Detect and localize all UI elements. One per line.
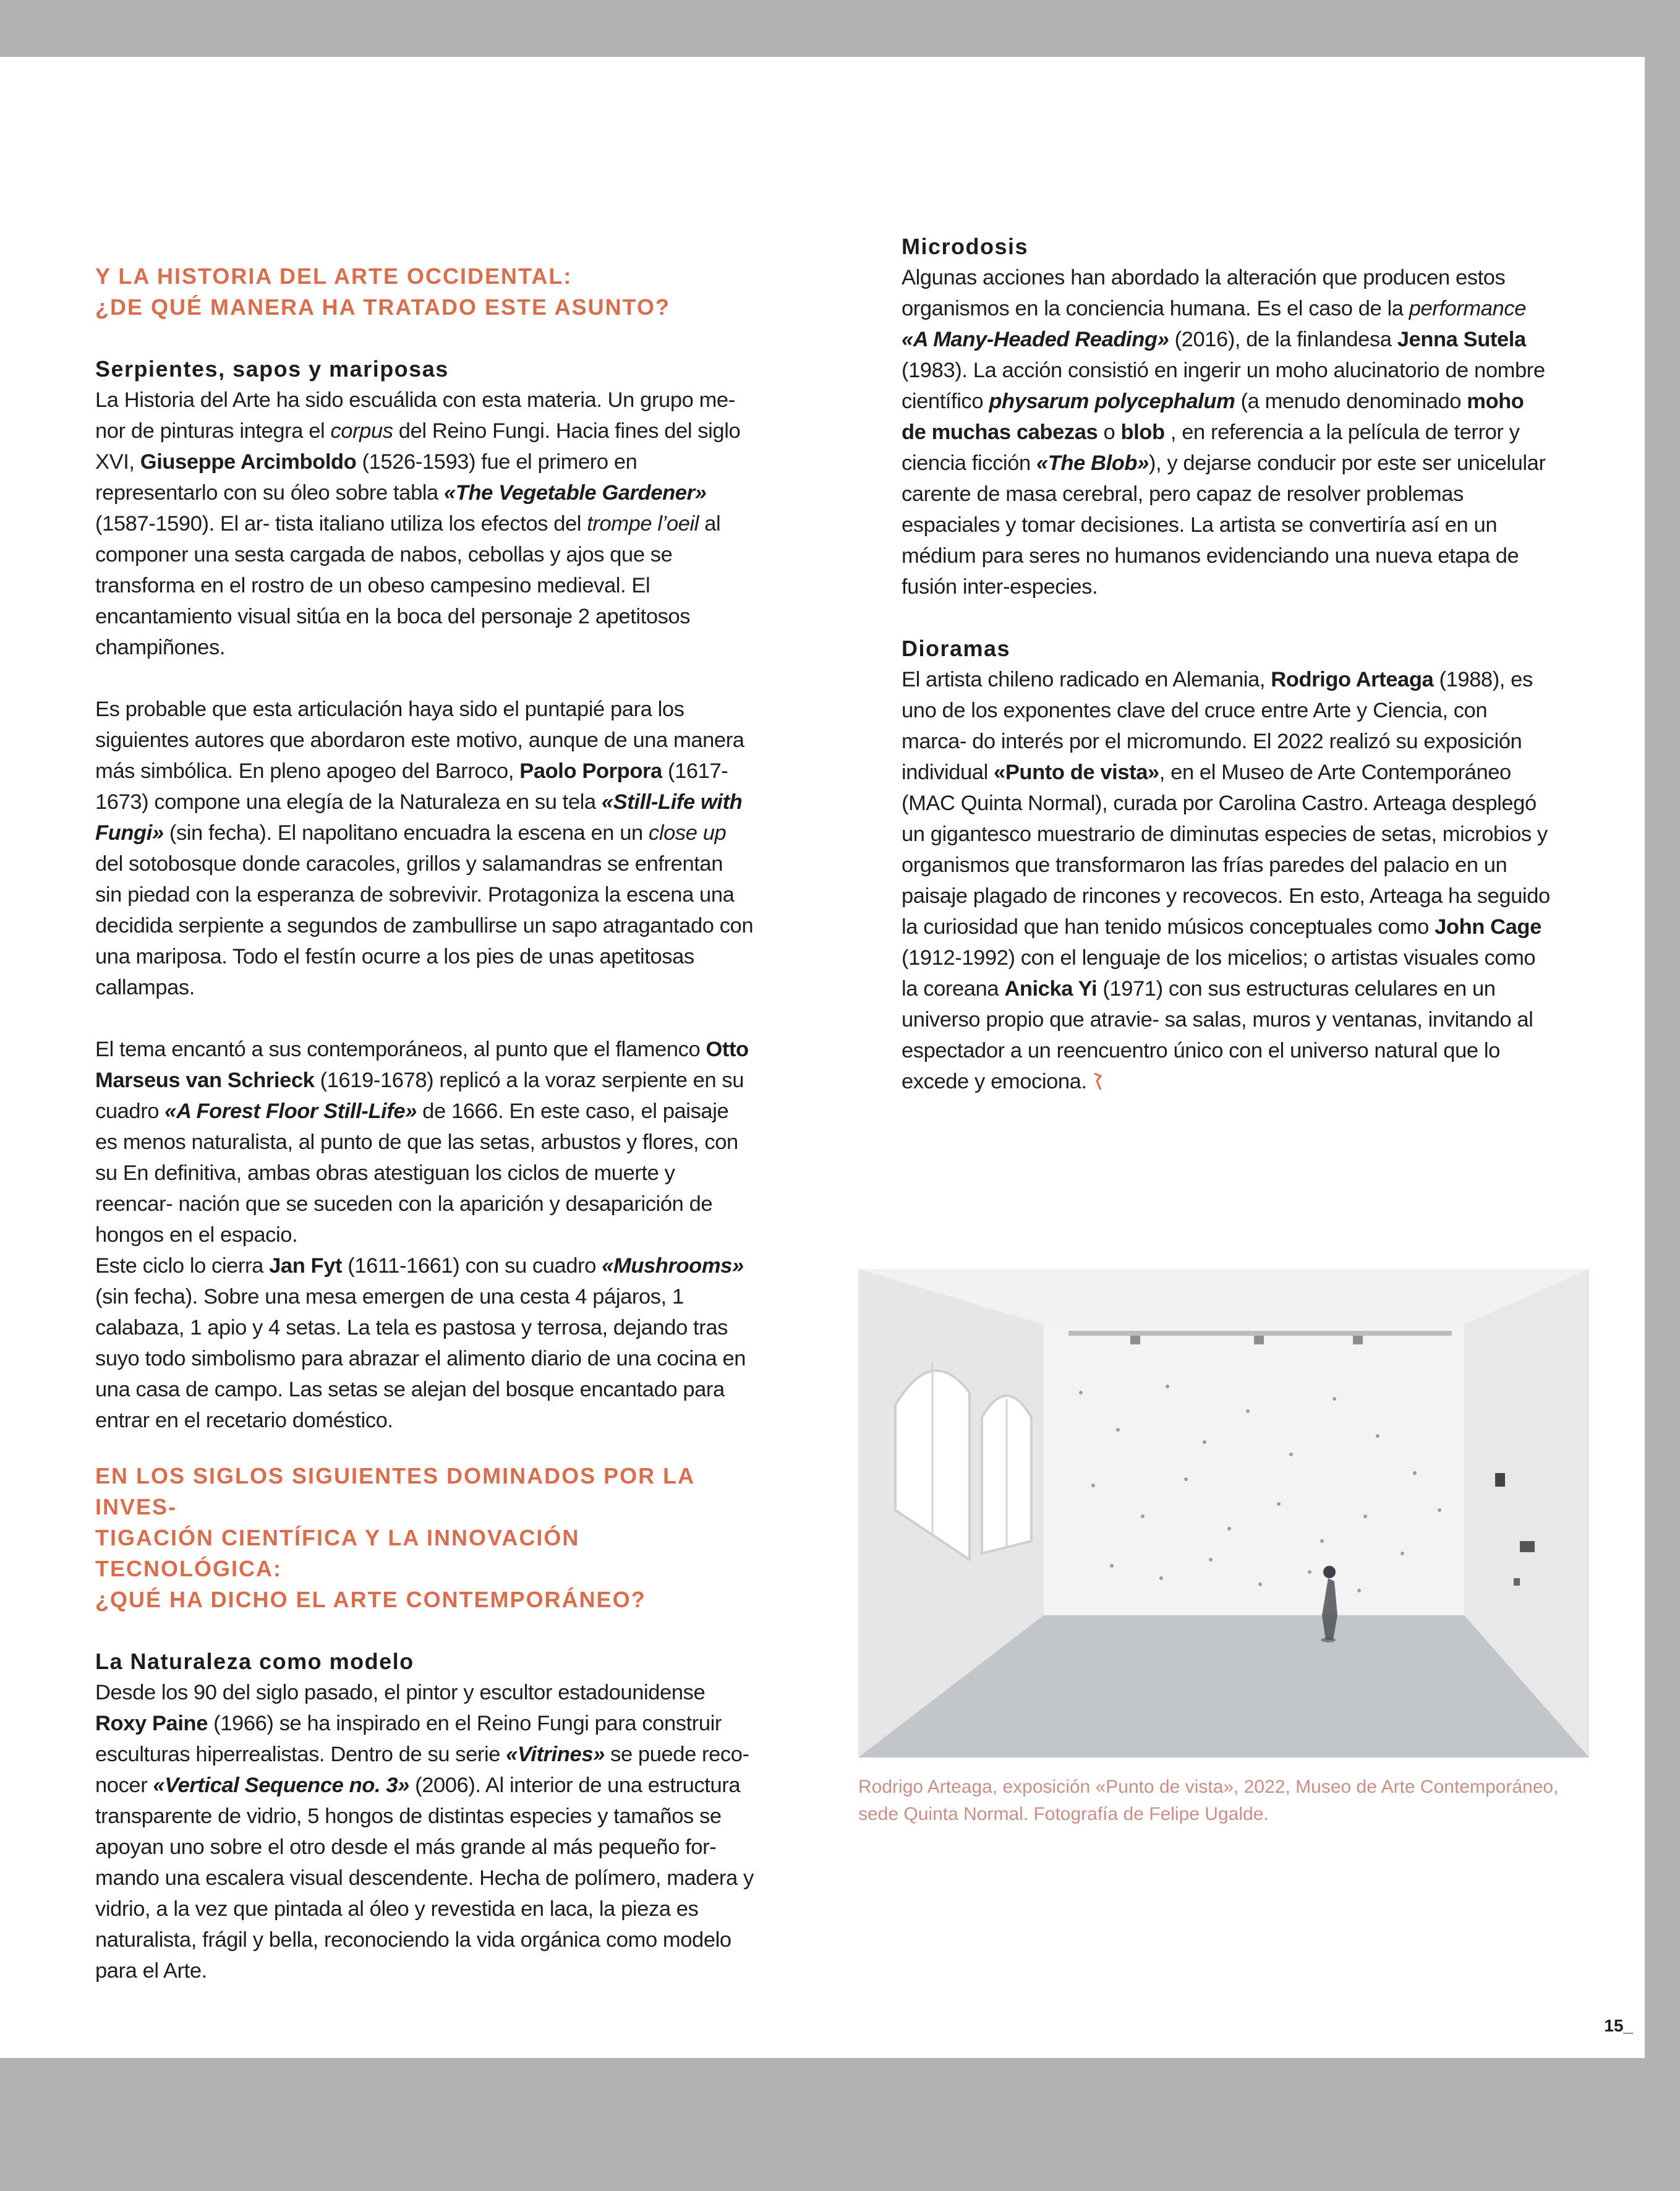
section-title-line: TIGACIÓN CIENTÍFICA Y LA INNOVACIÓN TECNOLÓGICA:: [95, 1525, 580, 1581]
paragraph-schrieck: El tema encantó a sus contemporáneos, al punto que el flamenco Otto Marseus van Schrieck (1619-1678) replicó a la voraz serpiente en su cuadro «A Forest Floor Still-Life» de 1666. En este caso, el paisaje es menos naturalista, al punto de que las setas, arbustos y flores, con su En definitiva, ambas obras atestiguan los ciclos de muerte y reencar- nación que se suceden con la aparición y desaparición de hongos en el espacio.: [95, 1038, 749, 1247]
paragraph-porpora: Es probable que esta articulación haya sido el puntapié para los siguientes autores que abordaron este motivo, aunque de una manera más simbólica. En pleno apogeo del Barroco, Paolo Porpora (1617- 1673) compone una elegía de la Naturaleza en su tela «Still-Life with Fungi» (sin fecha). El napolitano encuadra la escena en un close up del sotobosque donde caracoles, grillos y salamandras se enfrentan sin piedad con la esperanza de sobrevivir. Protagoniza la escena una decidida serpiente a segundos de zambullirse un sapo atragantado con una mariposa. Todo el festín ocurre a los pies de unas apetitosas callampas.: [95, 698, 754, 999]
end-of-article-icon: [1093, 1072, 1102, 1091]
paragraph-arcimboldo: La Historia del Arte ha sido escuálida con esta materia. Un grupo me- nor de pinturas integra el corpus del Reino Fungi. Hacia fines del siglo XVI, Giuseppe Arcimboldo (1526-1593) fue el primero en representarlo con su óleo sobre tabla «The Vegetable Gardener» (1587-1590). El ar- tista italiano utiliza los efectos del trompe l’oeil al componer una sesta cargada de nabos, cebollas y ajos que se transforma en el rostro de un obeso campesino medieval. El encantamiento visual sitúa en la boca del personaje 2 apetitosos champiñones.: [95, 388, 741, 659]
right-column: [902, 231, 1554, 1097]
gallery-room-image: [858, 1269, 1589, 1757]
exhibition-photo: [858, 1269, 1589, 1757]
paragraph-paine: Desde los 90 del siglo pasado, el pintor y escultor estadounidense Roxy Paine (1966) se ha inspirado en el Reino Fungi para construir esculturas hiperrealistas. Dentro de su serie «Vitrines» se puede reco- nocer «Vertical Sequence no. 3» (2006). Al interior de una estructura transparente de vidrio, 5 hongos de distintas especies y tamaños se apoyan uno sobre el otro desde el más grande al más pequeño for- mando una escalera visual descendente. Hecha de polímero, madera y vidrio, a la vez que pintada al óleo y revestida en laca, la pieza es naturalista, frágil y bella, reconociendo la vida orgánica como modelo para el Arte.: [95, 1681, 754, 1983]
photo-caption: Rodrigo Arteaga, exposición «Punto de vista», 2022, Museo de Arte Contemporáneo, sede Quinta Normal. Fotografía de Felipe Ugalde.: [858, 1777, 1559, 1824]
section-title-line: ¿QUÉ HA DICHO EL ARTE CONTEMPORÁNEO?: [95, 1587, 646, 1612]
section-title-line: EN LOS SIGLOS SIGUIENTES DOMINADOS POR LA INVES-: [95, 1463, 694, 1519]
paragraph-arteaga: El artista chileno radicado en Alemania, Rodrigo Arteaga (1988), es uno de los exponentes clave del cruce entre Arte y Ciencia, con marca- do interés por el micromundo. El 2022 realizó su exposición individual «Punto de vista», en el Museo de Arte Contemporáneo (MAC Quinta Normal), curada por Carolina Castro. Arteaga desplegó un gigantesco muestrario de diminutas especies de setas, microbios y organismos que transformaron las frías paredes del palacio en un paisaje plagado de rincones y recovecos. En esto, Arteaga ha seguido la curiosidad que han tenido músicos conceptuales como John Cage (1912-1992) con el lenguaje de los micelios; o artistas visuales como la coreana Anicka Yi (1971) con sus estructuras celulares en un universo propio que atravie- sa salas, muros y ventanas, invitando al espectador a un reencuentro único con el universo natural que lo excede y emociona.: [902, 668, 1550, 1093]
paragraph-fyt: Este ciclo lo cierra Jan Fyt (1611-1661) con su cuadro «Mushrooms» (sin fecha). Sobre una mesa emergen de una cesta 4 pájaros, 1 calabaza, 1 apio y 4 setas. La tela es pastosa y terrosa, dejando tras suyo todo simbolismo para abrazar el alimento diario de una cocina en una casa de campo. Las setas se alejan del bosque encantado para entrar en el recetario doméstico.: [95, 1254, 746, 1432]
section-title-line: ¿DE QUÉ MANERA HA TRATADO ESTE ASUNTO?: [95, 294, 670, 320]
page: [0, 57, 1645, 2058]
section-title-line: Y LA HISTORIA DEL ARTE OCCIDENTAL:: [95, 263, 573, 289]
heading-dioramas: Dioramas: [902, 636, 1011, 661]
heading-microdosis: Microdosis: [902, 234, 1029, 259]
heading-serpientes: Serpientes, sapos y mariposas: [95, 356, 449, 382]
paragraph-sutela: Algunas acciones han abordado la alteración que producen estos organismos en la conciencia humana. Es el caso de la performance «A Many-Headed Reading» (2016), de la finlandesa Jenna Sutela (1983). La acción consistió en ingerir un moho alucinatorio de nombre científico physarum polycephalum (a menudo denominado moho de muchas cabezas o blob , en referencia a la película de terror y ciencia ficción «The Blob»), y dejarse conducir por este ser unicelular carente de masa cerebral, pero capaz de resolver problemas espaciales y tomar decisiones. La artista se convertiría así en un médium para seres no humanos evidenciando una nueva etapa de fusión inter-especies.: [902, 266, 1546, 599]
heading-naturaleza: La Naturaleza como modelo: [95, 1649, 414, 1674]
page-number: 15_: [1604, 2016, 1633, 2035]
section-title-historia: [95, 261, 754, 323]
left-column: [95, 261, 754, 1986]
section-title-contemporaneo: [95, 1461, 754, 1615]
